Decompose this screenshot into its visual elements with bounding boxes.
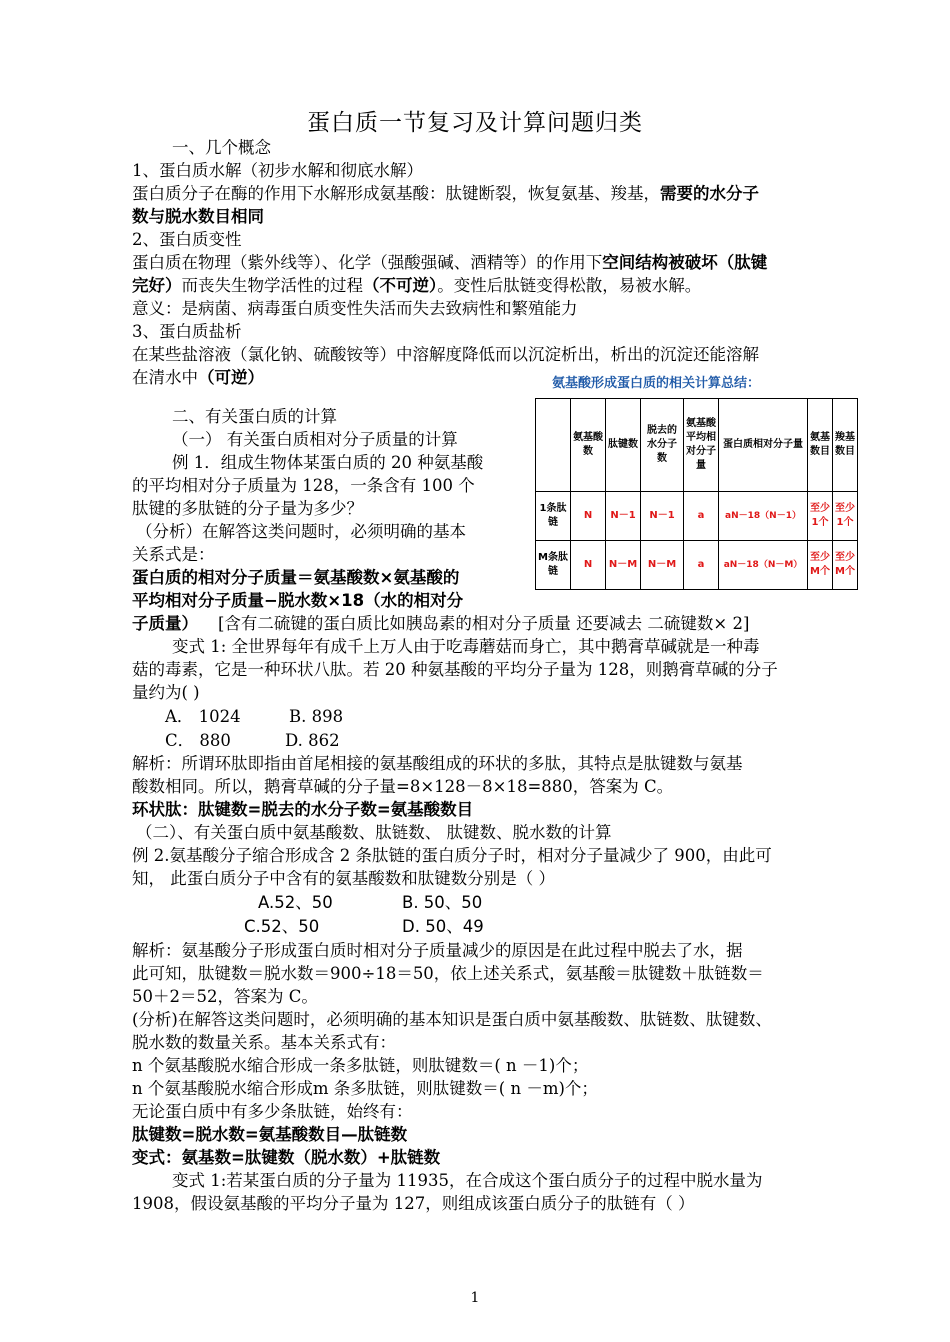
text-run: [含有二硫键的蛋白质比如胰岛素的相对分子质量 还要减去 二硫键数× 2] bbox=[218, 614, 750, 633]
table-cell: N－M bbox=[606, 541, 641, 590]
text-run: 。变性后肽链变得松散，易被水解。 bbox=[437, 276, 702, 295]
analysis-line: 关系式是： bbox=[132, 545, 215, 564]
bold-text: 需要的水分子 bbox=[660, 184, 759, 203]
solution-line: 此可知，肽键数＝脱水数＝900÷18＝50，依上述关系式，氨基酸＝肽键数＋肽链数＝ bbox=[132, 964, 764, 983]
header-cell: 蛋白质相对分子量 bbox=[719, 399, 808, 492]
summary-table bbox=[535, 398, 858, 590]
paragraph-line bbox=[132, 252, 767, 274]
bold-text: （可逆） bbox=[198, 368, 264, 387]
table-cell: 至少M个 bbox=[833, 541, 858, 590]
page-number: 1 bbox=[470, 1290, 480, 1306]
page-title: 蛋白质一节复习及计算问题归类 bbox=[307, 110, 643, 136]
option-a: A.52、50 bbox=[258, 893, 333, 912]
variant-line: 量约为( ) bbox=[132, 683, 200, 702]
formula-line bbox=[132, 613, 749, 635]
table-row bbox=[536, 541, 858, 590]
table-cell: N－1 bbox=[606, 492, 641, 541]
section-heading: 二、有关蛋白质的计算 bbox=[172, 407, 337, 426]
bold-text: 空间结构被破坏（肽键 bbox=[602, 253, 768, 272]
variant-line: 变式 1:若某蛋白质的分子量为 11935，在合成这个蛋白质分子的过程中脱水量为 bbox=[172, 1171, 763, 1190]
table-cell: N bbox=[571, 541, 606, 590]
table-cell: aN－18（N－1） bbox=[719, 492, 808, 541]
option-d: D. 50、49 bbox=[402, 917, 484, 936]
variant-line: 变式 1: 全世界每年有成千上万人由于吃毒蘑菇而身亡，其中鹅膏草碱就是一种毒 bbox=[172, 637, 760, 656]
formula-line: 蛋白质的相对分子质量＝氨基酸数×氨基酸的 bbox=[132, 568, 460, 587]
header-cell bbox=[536, 399, 571, 492]
table-row bbox=[536, 492, 858, 541]
example-line: 例 1．组成生物体某蛋白质的 20 种氨基酸 bbox=[172, 453, 484, 472]
table-cell: N－1 bbox=[641, 492, 684, 541]
table-cell: N－M bbox=[641, 541, 684, 590]
table-cell: 至少1个 bbox=[833, 492, 858, 541]
header-cell: 肽键数 bbox=[606, 399, 641, 492]
text-run: 蛋白质在物理（紫外线等）、化学（强酸强碱、酒精等）的作用下 bbox=[132, 253, 603, 272]
table-cell: aN－18（N－M） bbox=[719, 541, 808, 590]
formula-line: 环状肽：肽键数=脱去的水分子数=氨基酸数目 bbox=[132, 800, 474, 819]
paragraph-line: 意义：是病菌、病毒蛋白质变性失活而失去致病性和繁殖能力 bbox=[132, 299, 578, 318]
paragraph-line: 在某些盐溶液（氯化钠、硫酸铵等）中溶解度降低而以沉淀析出，析出的沉淀还能溶解 bbox=[132, 345, 759, 364]
rule-line: n 个氨基酸脱水缩合形成m 条多肽链，则肽键数＝( n －m)个； bbox=[132, 1079, 598, 1098]
paragraph-line bbox=[132, 183, 759, 205]
solution-line: 酸数相同。所以，鹅膏草碱的分子量=8×128－8×18=880，答案为 C。 bbox=[132, 777, 674, 796]
analysis-line: (分析)在解答这类问题时，必须明确的基本知识是蛋白质中氨基酸数、肽链数、肽键数、 bbox=[132, 1010, 772, 1029]
solution-line: 解析：氨基酸分子形成蛋白质时相对分子质量减少的原因是在此过程中脱去了水，据 bbox=[132, 941, 743, 960]
text-run: 而丧失生物学活性的过程 bbox=[181, 276, 363, 295]
analysis-line: 脱水数的数量关系。基本关系式有： bbox=[132, 1033, 396, 1052]
analysis-line: （分析）在解答这类问题时，必须明确的基本 bbox=[136, 522, 466, 541]
table-cell: 至少1个 bbox=[808, 492, 833, 541]
table-title: 氨基酸形成蛋白质的相关计算总结： bbox=[552, 376, 761, 391]
variant-line: 菇的毒素，它是一种环状八肽。若 20 种氨基酸的平均分子量为 128，则鹅膏草碱的分子 bbox=[132, 660, 778, 679]
paragraph-line bbox=[132, 367, 264, 389]
header-cell: 氨基数目 bbox=[808, 399, 833, 492]
formula-line: 肽键数=脱水数=氨基酸数目—肽链数 bbox=[132, 1125, 408, 1144]
subsection-title: （一） 有关蛋白质相对分子质量的计算 bbox=[172, 430, 458, 449]
header-cell: 氨基酸平均相对分子量 bbox=[684, 399, 719, 492]
option-c: C.52、50 bbox=[244, 917, 320, 936]
text-run: 蛋白质分子在酶的作用下水解形成氨基酸：肽键断裂，恢复氨基、羧基， bbox=[132, 184, 660, 203]
rule-line: n 个氨基酸脱水缩合形成一条多肽链，则肽键数＝( n －1)个； bbox=[132, 1056, 589, 1075]
concept-1-title: 1、蛋白质水解（初步水解和彻底水解） bbox=[132, 161, 423, 180]
example-line: 知， 此蛋白质分子中含有的氨基酸数和肽键数分别是（ ） bbox=[132, 869, 555, 888]
bold-text: 完好） bbox=[132, 276, 182, 295]
paragraph-line bbox=[132, 275, 701, 297]
table-cell: M条肽链 bbox=[536, 541, 571, 590]
formula-line: 平均相对分子质量−脱水数×18（水的相对分 bbox=[132, 591, 464, 610]
table-header-row bbox=[536, 399, 858, 492]
rule-line: 无论蛋白质中有多少条肽链，始终有： bbox=[132, 1102, 413, 1121]
concept-3-title: 3、蛋白质盐析 bbox=[132, 322, 242, 341]
option-c: C． 880 bbox=[165, 731, 231, 750]
concept-2-title: 2、蛋白质变性 bbox=[132, 230, 242, 249]
table-cell: 至少M个 bbox=[808, 541, 833, 590]
option-a: A． 1024 bbox=[165, 707, 241, 726]
formula-line: 变式：氨基数=肽键数（脱水数）+肽链数 bbox=[132, 1148, 441, 1167]
table-cell: a bbox=[684, 492, 719, 541]
option-d: D. 862 bbox=[285, 731, 340, 750]
variant-line: 1908，假设氨基酸的平均分子量为 127，则组成该蛋白质分子的肽链有（ ） bbox=[132, 1194, 695, 1213]
example-line: 例 2.氨基酸分子缩合形成含 2 条肽链的蛋白质分子时，相对分子量减少了 900，由此可 bbox=[132, 846, 772, 865]
bold-line: 数与脱水数目相同 bbox=[132, 207, 264, 226]
header-cell: 氨基酸数 bbox=[571, 399, 606, 492]
solution-line: 50＋2＝52，答案为 C。 bbox=[132, 987, 318, 1006]
table-cell: 1条肽链 bbox=[536, 492, 571, 541]
subsection-title: （二）、有关蛋白质中氨基酸数、肽链数、 肽键数、脱水数的计算 bbox=[136, 823, 612, 842]
header-cell: 羧基数目 bbox=[833, 399, 858, 492]
option-b: B. 50、50 bbox=[402, 893, 483, 912]
example-line: 肽键的多肽链的分子量为多少？ bbox=[132, 499, 363, 518]
bold-text: （不可逆） bbox=[363, 276, 438, 295]
example-line: 的平均相对分子质量为 128，一条含有 100 个 bbox=[132, 476, 475, 495]
text-run: 在清水中 bbox=[132, 368, 198, 387]
section-heading: 一、几个概念 bbox=[172, 138, 271, 157]
option-b: B. 898 bbox=[289, 707, 344, 726]
table-cell: a bbox=[684, 541, 719, 590]
table-cell: N bbox=[571, 492, 606, 541]
bold-text: 子质量） bbox=[132, 614, 198, 633]
solution-line: 解析：所谓环肽即指由首尾相接的氨基酸组成的环状的多肽，其特点是肽键数与氨基 bbox=[132, 754, 743, 773]
header-cell: 脱去的水分子数 bbox=[641, 399, 684, 492]
